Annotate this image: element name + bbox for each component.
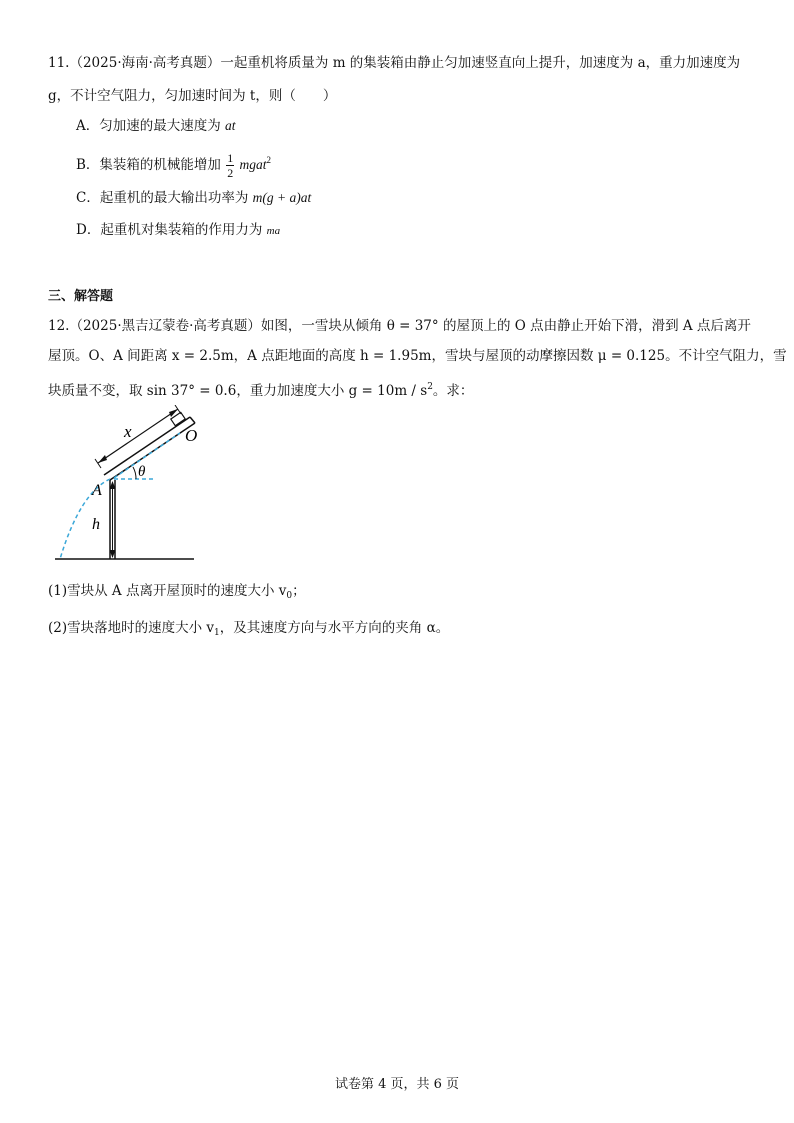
x-arrow-head-lower: [98, 455, 107, 463]
label-x: x: [124, 422, 132, 441]
q11-option-c-text: C．起重机的最大输出功率为: [76, 190, 249, 206]
q11-option-a-text: A．匀加速的最大速度为: [76, 118, 221, 134]
fraction-numerator: 1: [227, 151, 234, 165]
x-tick-lower: [95, 459, 101, 468]
q12-sub1-end: ；: [292, 583, 306, 599]
q11-option-b-math: mgat: [239, 157, 267, 172]
q11-option-a[interactable]: [76, 116, 236, 136]
q12-sub1-text: (1)雪块从 A 点离开屋顶时的速度大小 v: [48, 583, 287, 599]
q12-exponent: 2: [427, 382, 433, 392]
q11-option-b-fraction: [226, 151, 234, 180]
q11-option-b-text: B．集装箱的机械能增加: [76, 157, 221, 173]
theta-arc: [133, 467, 136, 479]
q12-sub-question-2: [48, 618, 449, 643]
x-dimension-line: [98, 409, 178, 463]
q11-option-b[interactable]: [76, 150, 271, 180]
q11-stem-line1: 11.（2025·海南·高考真题）一起重机将质量为 m 的集装箱由静止匀加速竖直向上提升，加速度为 a，重力加速度为: [48, 55, 741, 71]
label-theta: θ: [138, 464, 146, 480]
q12-stem-line3-end: 。求：: [432, 383, 474, 399]
snow-roof-figure: [52, 405, 212, 565]
q11-option-d[interactable]: [76, 220, 280, 241]
q11-option-b-exponent: 2: [266, 155, 272, 165]
q12-stem-line3: [48, 377, 473, 401]
fraction-denominator: 2: [227, 166, 234, 180]
q11-option-d-text: D．起重机对集装箱的作用力为: [76, 222, 263, 238]
q12-sub2-end: 。: [435, 620, 450, 636]
label-a: A: [92, 482, 102, 499]
q12-sub2-mid: ，及其速度方向与水平方向的夹角 α: [219, 620, 436, 636]
q12-stem-line3-text: 块质量不变，取 sin 37° = 0.6，重力加速度大小 g = 10m / s: [48, 383, 428, 399]
q12-sub-question-1: [48, 581, 306, 606]
q11-option-a-math: at: [225, 118, 236, 133]
label-h: h: [92, 516, 100, 533]
roof-upper-edge: [104, 417, 190, 475]
q12-sub2-subscript: 1: [214, 628, 220, 638]
section-heading: 三、解答题: [48, 289, 114, 304]
q11-option-c[interactable]: [76, 188, 311, 208]
q12-stem-line1: 12.（2025·黑吉辽蒙卷·高考真题）如图，一雪块从倾角 θ = 37° 的屋顶上的 O 点由静止开始下滑，滑到 A 点后离开: [48, 318, 751, 334]
page-footer: 试卷第 4 页，共 6 页: [334, 1077, 460, 1092]
projectile-path-dashed: [60, 479, 110, 559]
label-o: O: [185, 426, 198, 445]
q12-sub1-subscript: 0: [286, 591, 293, 601]
q11-option-d-math: ma: [266, 225, 281, 237]
q12-stem-line2: 屋顶。O、A 间距离 x = 2.5m，A 点距地面的高度 h = 1.95m，雪块与屋顶的动摩擦因数 μ = 0.125。不计空气阻力，雪: [48, 348, 787, 364]
roof-end-cap: [190, 417, 195, 423]
x-tick-upper: [175, 405, 181, 414]
q11-stem-line2: g，不计空气阻力，匀加速时间为 t，则（ ）: [48, 88, 337, 104]
q11-option-c-math: m(g + a)at: [252, 190, 312, 205]
q12-sub2-text: (2)雪块落地时的速度大小 v: [48, 620, 215, 636]
